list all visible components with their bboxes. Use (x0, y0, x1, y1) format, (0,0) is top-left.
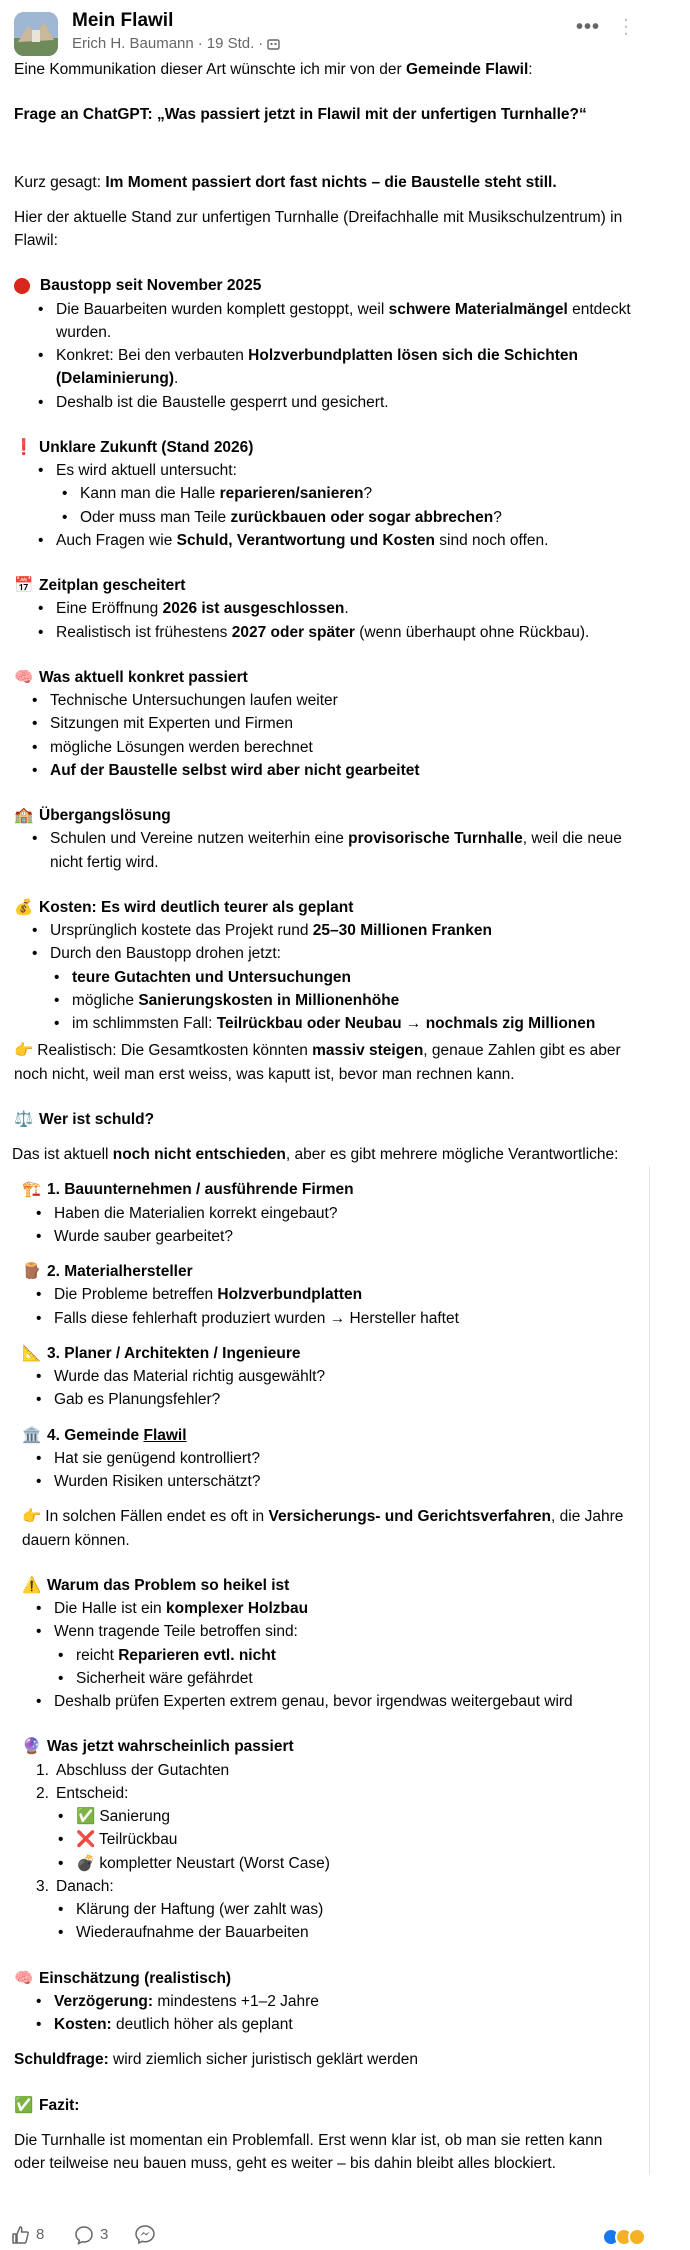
group-avatar[interactable] (14, 12, 58, 56)
intro-line: Eine Kommunikation dieser Art wünschte ich mir von der Gemeinde Flawil: (14, 61, 533, 78)
comment-count: 3 (100, 2226, 109, 2243)
kosten-list (32, 919, 634, 966)
scales-icon: ⚖️ (14, 1109, 34, 1128)
schuld-card (0, 1166, 650, 2175)
section-fazit: ✅ Fazit: (14, 2094, 649, 2117)
schuld-item-1-list (36, 1202, 649, 1249)
list-item: • reicht Reparieren evtl. nicht (58, 1644, 649, 1667)
construction-icon: 🏗️ (22, 1180, 42, 1199)
list-item: • Hat sie genügend kontrolliert? (36, 1447, 649, 1470)
more-options-icon[interactable]: ••• (575, 16, 600, 38)
zeitplan-list (38, 597, 634, 644)
section-einschaetzung: 🧠 Einschätzung (realistisch) (14, 1967, 649, 1990)
section-baustopp: Baustopp seit November 2025 (14, 274, 634, 297)
post-header (14, 8, 644, 56)
warning-icon: ⚠️ (22, 1575, 42, 1594)
list-item: • Wurde das Material richtig ausgewählt? (36, 1365, 649, 1388)
wahrscheinlich-list (36, 1759, 649, 1806)
list-item: • Wiederaufnahme der Bauarbeiten (58, 1921, 649, 1944)
uebergang-list (32, 827, 634, 874)
baustopp-list (38, 298, 634, 414)
list-item: • Auch Fragen wie Schuld, Verantwortung und Kosten sind noch offen. (38, 529, 634, 552)
konkret-list (32, 689, 634, 782)
triangle-ruler-icon: 📐 (22, 1343, 42, 1362)
money-bag-icon: 💰 (14, 897, 34, 916)
danach-list (58, 1898, 649, 1945)
list-item: • Verzögerung: mindestens +1–2 Jahre (36, 1990, 649, 2013)
list-item: 2. Entscheid: (36, 1784, 129, 1802)
list-item: 3. Danach: (36, 1877, 114, 1895)
calendar-icon: 📅 (14, 576, 34, 594)
pointing-hand-icon: 👉 (14, 1041, 34, 1060)
list-item: • Es wird aktuell untersucht: (38, 459, 634, 482)
meta-separator: · (258, 35, 264, 52)
wahrscheinlich-list-2 (36, 1875, 649, 1898)
section-zukunft: ❗ Unklare Zukunft (Stand 2026) (14, 436, 634, 459)
list-item: • Deshalb ist die Baustelle gesperrt und gesichert. (38, 391, 634, 414)
list-item: • ✅ Sanierung (58, 1805, 649, 1828)
author-name[interactable]: Erich H. Baumann (72, 35, 194, 52)
zukunft-list (38, 459, 634, 482)
list-item: • Deshalb prüfen Experten extrem genau, bevor irgendwas weitergebaut wird (36, 1690, 649, 1713)
share-button[interactable] (134, 2224, 156, 2244)
government-building-icon: 🏛️ (22, 1425, 42, 1444)
audience-icon (267, 37, 280, 50)
list-item: • Technische Untersuchungen laufen weiter (32, 689, 634, 712)
list-item: • Ursprünglich kostete das Projekt rund 25–30 Millionen Franken (32, 919, 634, 942)
group-name[interactable]: Mein Flawil (72, 10, 174, 31)
schuld-intro: Das ist aktuell noch nicht entschieden, aber es gibt mehrere mögliche Verantwortliche: (12, 1146, 619, 1163)
list-item: • Kann man die Halle reparieren/sanieren? (62, 482, 634, 505)
section-zeitplan: 📅 Zeitplan gescheitert (14, 574, 634, 597)
list-item: • Schulen und Vereine nutzen weiterhin eine provisorische Turnhalle, weil die neue nicht fertig wird. (32, 827, 634, 874)
list-item: • Falls diese fehlerhaft produziert wurden → Hersteller haftet (36, 1307, 649, 1330)
thumbs-up-icon (10, 2225, 30, 2245)
like-count: 8 (36, 2226, 45, 2243)
section-wahrscheinlich: 🔮 Was jetzt wahrscheinlich passiert (22, 1735, 649, 1758)
schuld-note: 👉 In solchen Fällen endet es oft in Versicherungs- und Gerichtsverfahren, die Jahre dauern können. (22, 1507, 624, 1549)
kosten-sublist (54, 966, 634, 1036)
section-uebergang: 🏫 Übergangslösung (14, 804, 634, 827)
heikel-sublist (58, 1644, 649, 1691)
like-button[interactable] (10, 2224, 44, 2247)
post-body (14, 58, 634, 2175)
list-item: • Wurde sauber gearbeitet? (36, 1225, 649, 1248)
schuld-item-4-list (36, 1447, 649, 1494)
list-item: • Gab es Planungsfehler? (36, 1388, 649, 1411)
zukunft-sublist (62, 482, 634, 529)
list-item: • Die Probleme betreffen Holzverbundplatten (36, 1283, 649, 1306)
schuld-item-2: 🪵 2. Materialhersteller (22, 1260, 649, 1283)
list-item: • Klärung der Haftung (wer zahlt was) (58, 1898, 649, 1921)
list-item: • Wurden Risiken unterschätzt? (36, 1470, 649, 1493)
fazit-text: Die Turnhalle ist momentan ein Problemfall. Erst wenn klar ist, ob man sie retten kann oder teilweise neu bauen muss, geht es weiter – bis dahin bleibt alles blockiert. (14, 2131, 603, 2172)
list-item: 1. Abschluss der Gutachten (36, 1761, 230, 1779)
short-summary: Kurz gesagt: Im Moment passiert dort fast nichts – die Baustelle steht still. (14, 173, 557, 191)
schuld-item-2-list (36, 1283, 649, 1330)
list-item: • Wenn tragende Teile betroffen sind: (36, 1620, 649, 1643)
messenger-icon (134, 2224, 156, 2244)
list-item: • Durch den Baustopp drohen jetzt: (32, 942, 634, 965)
exclamation-icon: ❗ (14, 437, 34, 456)
flawil-link[interactable]: Flawil (143, 1426, 187, 1444)
wood-icon: 🪵 (22, 1262, 42, 1280)
cross-icon: ❌ (76, 1830, 96, 1849)
post-meta (72, 34, 280, 54)
zukunft-list-2 (38, 529, 634, 552)
bomb-icon: 💣 (76, 1853, 96, 1872)
schuld-item-3: 📐 3. Planer / Architekten / Ingenieure (22, 1342, 649, 1365)
section-heikel: ⚠️ Warum das Problem so heikel ist (22, 1574, 649, 1597)
list-item: • im schlimmsten Fall: Teilrückbau oder Neubau → nochmals zig Millionen (54, 1012, 634, 1035)
list-item: • Haben die Materialien korrekt eingebaut? (36, 1202, 649, 1225)
list-item: • Konkret: Bei den verbauten Holzverbundplatten lösen sich die Schichten (Delaminierung). (38, 344, 634, 391)
section-schuld: ⚖️ Wer ist schuld? (14, 1108, 634, 1131)
list-item: • mögliche Lösungen werden berechnet (32, 736, 634, 759)
heikel-list (36, 1597, 649, 1644)
list-item: • Sitzungen mit Experten und Firmen (32, 712, 634, 735)
entscheid-options (58, 1805, 649, 1875)
meta-separator: · (197, 35, 203, 52)
list-item: • Die Bauarbeiten wurden komplett gestoppt, weil schwere Materialmängel entdeckt wurden. (38, 298, 634, 345)
list-item: • Auf der Baustelle selbst wird aber nicht gearbeitet (32, 759, 634, 782)
avatar-image-icon (14, 12, 58, 56)
section-kosten: 💰 Kosten: Es wird deutlich teurer als geplant (14, 896, 634, 919)
reaction-summary[interactable] (607, 2228, 646, 2246)
post-time[interactable]: 19 Std. (206, 35, 255, 52)
check-icon: ✅ (76, 1807, 96, 1825)
section-konkret: 🧠 Was aktuell konkret passiert (14, 666, 634, 689)
comment-button[interactable] (74, 2224, 108, 2247)
status-intro: Hier der aktuelle Stand zur unfertigen Turnhalle (Dreifachhalle mit Musikschulzentrum) in Flawil: (14, 208, 623, 249)
question-line: Frage an ChatGPT: „Was passiert jetzt in Flawil mit der unfertigen Turnhalle?“ (14, 106, 587, 124)
kosten-note: 👉 Realistisch: Die Gesamtkosten könnten massiv steigen, genaue Zahlen gibt es aber noch nicht, weil man erst weiss, was kaputt ist, bevor man rechnen kann. (14, 1041, 621, 1083)
close-icon[interactable]: ⋮ (616, 16, 636, 38)
einschaetzung-list (36, 1990, 649, 2037)
list-item: • ❌ Teilrückbau (58, 1828, 649, 1851)
list-item: • Realistisch ist frühestens 2027 oder später (wenn überhaupt ohne Rückbau). (38, 621, 634, 644)
schuldfrage-line: Schuldfrage: wird ziemlich sicher juristisch geklärt werden (14, 2051, 418, 2069)
comment-icon (74, 2225, 94, 2245)
heikel-list-2 (36, 1690, 649, 1713)
brain-icon: 🧠 (14, 1968, 34, 1987)
red-circle-icon (14, 278, 30, 294)
wow-reaction-icon (628, 2228, 646, 2246)
list-item: • Sicherheit wäre gefährdet (58, 1667, 649, 1690)
list-item: • mögliche Sanierungskosten in Millionenhöhe (54, 989, 634, 1012)
list-item: • 💣 kompletter Neustart (Worst Case) (58, 1852, 649, 1875)
list-item: • Kosten: deutlich höher als geplant (36, 2013, 649, 2036)
list-item: • Eine Eröffnung 2026 ist ausgeschlossen. (38, 597, 634, 620)
school-icon: 🏫 (14, 806, 34, 824)
crystal-ball-icon: 🔮 (22, 1737, 42, 1756)
post-footer (0, 2222, 690, 2250)
schuld-item-3-list (36, 1365, 649, 1412)
pointing-hand-icon: 👉 (22, 1507, 42, 1526)
list-item: • Die Halle ist ein komplexer Holzbau (36, 1597, 649, 1620)
schuld-item-1: 🏗️ 1. Bauunternehmen / ausführende Firmen (22, 1178, 649, 1201)
list-item: • teure Gutachten und Untersuchungen (54, 966, 634, 989)
check-icon: ✅ (14, 2095, 34, 2114)
schuld-item-4: 🏛️ 4. Gemeinde Flawil (22, 1424, 649, 1447)
list-item: • Oder muss man Teile zurückbauen oder sogar abbrechen? (62, 506, 634, 529)
brain-icon: 🧠 (14, 667, 34, 686)
